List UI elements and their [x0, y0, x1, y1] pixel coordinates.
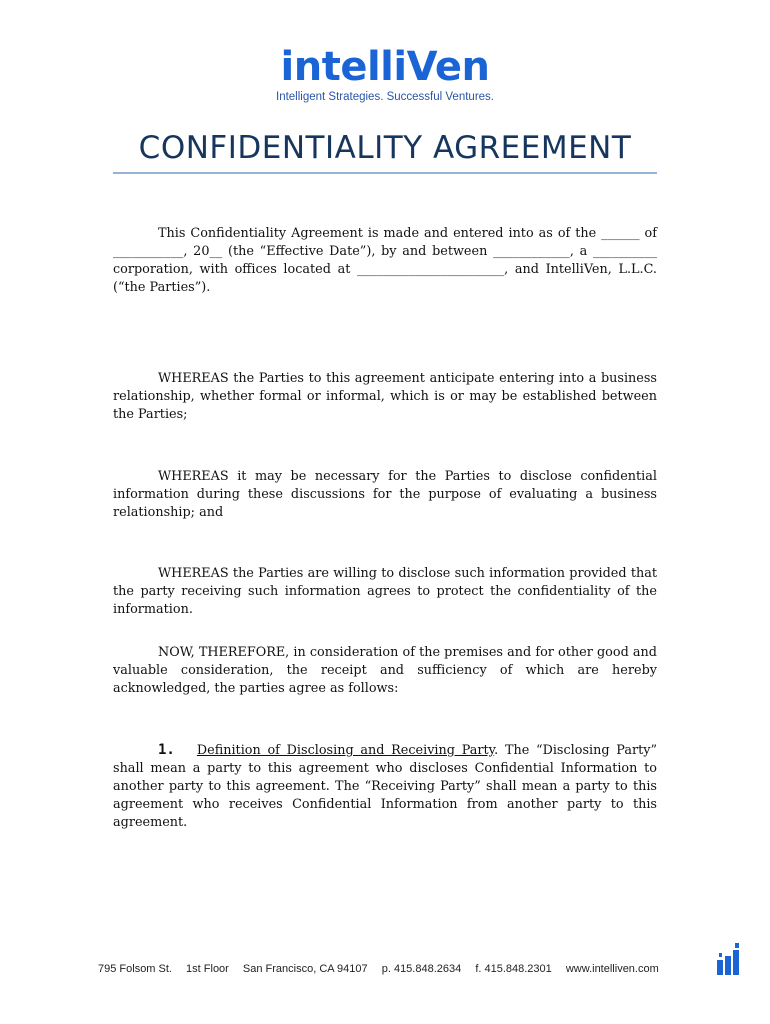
now-therefore-paragraph: NOW, THEREFORE, in consideration of the premises and for other good and valuable consideration, the receipt and sufficiency of which are hereby acknowledged, the parties agree as follows:: [113, 645, 657, 696]
footer-city: San Francisco, CA 94107: [242, 963, 368, 975]
footer-website: www.intelliven.com: [565, 963, 659, 975]
whereas-paragraph-1: WHEREAS the Parties to this agreement anticipate entering into a business relationship, whether formal or informal, which is or may be established between the Parties;: [113, 371, 657, 422]
section-body: . The “Disclosing Party” shall mean a party to this agreement who discloses Confidential Information to another party to this agreement. The “Receiving Party” shall mean a party to this agreement who receives Confidential Information from another party to this agreement.: [113, 743, 657, 830]
bar-chart-icon: [716, 942, 742, 976]
intro-paragraph: This Confidentiality Agreement is made and entered into as of the ______ of ___________, 20__ (the “Effective Date”), by and between ____________, a __________ corporation, with offices located at _______________________, and IntelliVen, L.L.C. (“the Parties”).: [113, 226, 657, 295]
footer-phone: p. 415.848.2634: [381, 963, 462, 975]
whereas-paragraph-3: WHEREAS the Parties are willing to disclose such information provided that the party receiving such information agrees to protect the confidentiality of the information.: [113, 566, 657, 617]
logo-tagline: Intelligent Strategies. Successful Ventures.: [276, 91, 494, 103]
footer-floor: 1st Floor: [186, 963, 229, 975]
document-title: CONFIDENTIALITY AGREEMENT: [138, 130, 632, 166]
company-logo: [0, 44, 770, 104]
footer-fax: f. 415.848.2301: [475, 963, 552, 975]
section-heading: Definition of Disclosing and Receiving Party: [196, 743, 495, 758]
whereas-paragraph-2: WHEREAS it may be necessary for the Parties to disclose confidential information during these discussions for the purpose of evaluating a business relationship; and: [113, 469, 657, 520]
section-1-paragraph: [113, 741, 657, 832]
logo-wordmark: intelliVen: [280, 44, 490, 90]
footer-street: 795 Folsom St.: [98, 963, 172, 975]
title-divider: [113, 172, 657, 174]
section-number: 1.: [158, 742, 175, 758]
page-footer: [98, 963, 670, 975]
